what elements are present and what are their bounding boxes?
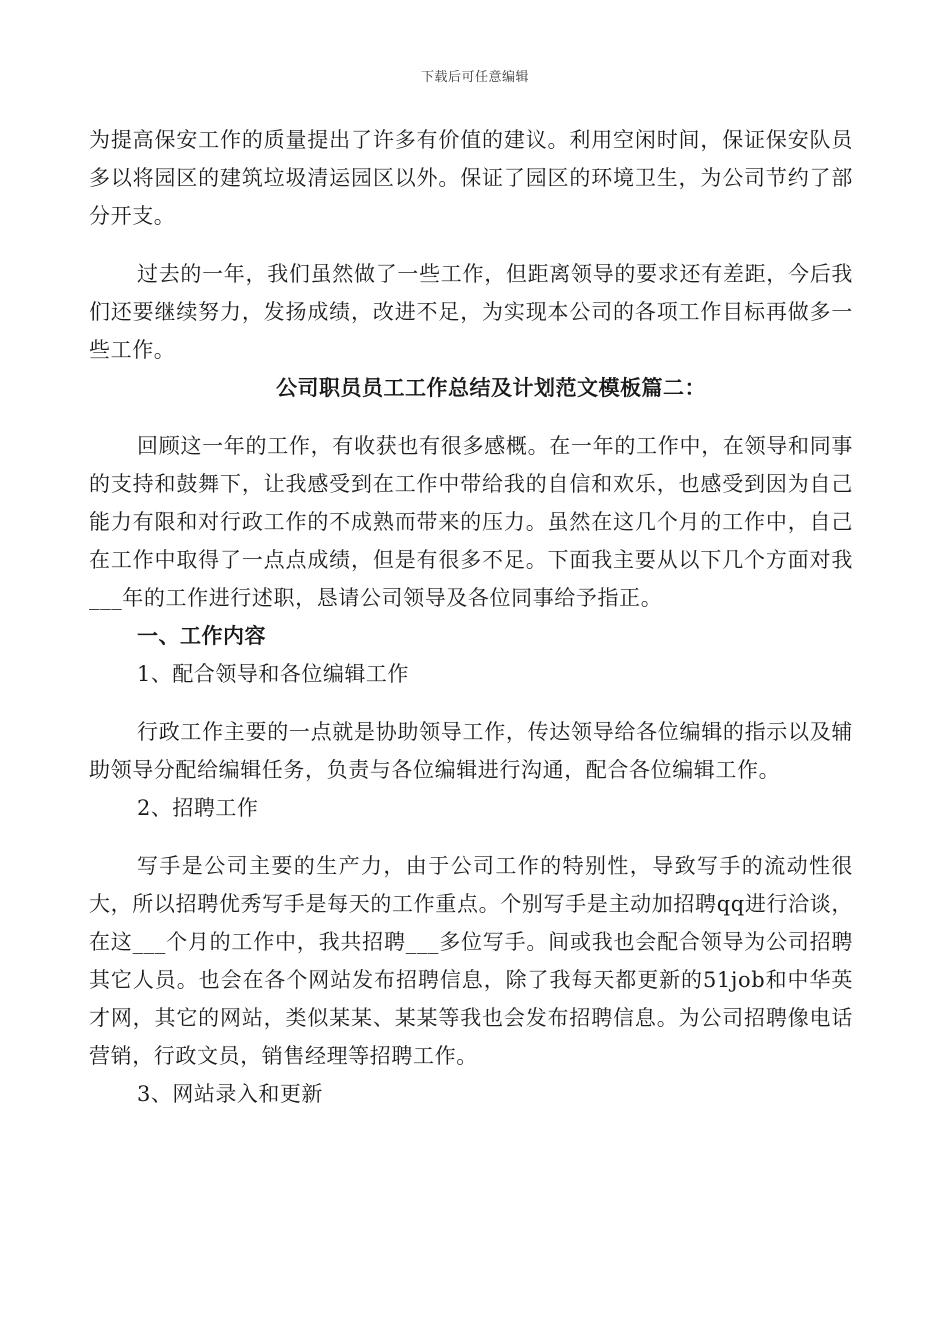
document-body xyxy=(89,121,853,1113)
item-2-title: 2、招聘工作 xyxy=(137,796,259,820)
item-3-title: 3、网站录入和更新 xyxy=(137,1082,323,1106)
header-note: 下载后可任意编辑 xyxy=(420,70,529,85)
paragraph-2: 过去的一年，我们虽然做了一些工作，但距离领导的要求还有差距，今后我们还要继续努力，发扬成绩，改进不足，为实现本公司的各项工作目标再做多一些工作。 xyxy=(89,262,853,362)
paragraph-1: 为提高保安工作的质量提出了许多有价值的建议。利用空闲时间，保证保安队员多以将园区的建筑垃圾清运园区以外。保证了园区的环境卫生，为公司节约了部分开支。 xyxy=(89,128,853,228)
item-1-title: 1、配合领导和各位编辑工作 xyxy=(137,662,409,686)
paragraph-3: 回顾这一年的工作，有收获也有很多感概。在一年的工作中，在领导和同事的支持和鼓舞下，让我感受到在工作中带给我的自信和欢乐，也感受到因为自己能力有限和对行政工作的不成熟而带来的压力。虽然在这几个月的工作中，自己在工作中取得了一点点成绩，但是有很多不足。下面我主要从以下几个方面对我___年的工作进行述职，恳请公司领导及各位同事给予指正。 xyxy=(89,434,853,610)
item-2-body: 写手是公司主要的生产力，由于公司工作的特别性，导致写手的流动性很大，所以招聘优秀写手是每天的工作重点。个别写手是主动加招聘qq进行洽谈，在这___个月的工作中，我共招聘___多位写手。间或我也会配合领导为公司招聘其它人员。也会在各个网站发布招聘信息，除了我每天都更新的51job和中华英才网，其它的网站，类似某某、某某等我也会发布招聘信息。为公司招聘像电话营销，行政文员，销售经理等招聘工作。 xyxy=(89,854,853,1068)
section-title: 公司职员员工工作总结及计划范文模板篇二： xyxy=(276,375,706,400)
heading-work-content: 一、工作内容 xyxy=(137,623,266,648)
item-1-body: 行政工作主要的一点就是协助领导工作，传达领导给各位编辑的指示以及辅助领导分配给编辑任务，负责与各位编辑进行沟通，配合各位编辑工作。 xyxy=(89,720,853,782)
